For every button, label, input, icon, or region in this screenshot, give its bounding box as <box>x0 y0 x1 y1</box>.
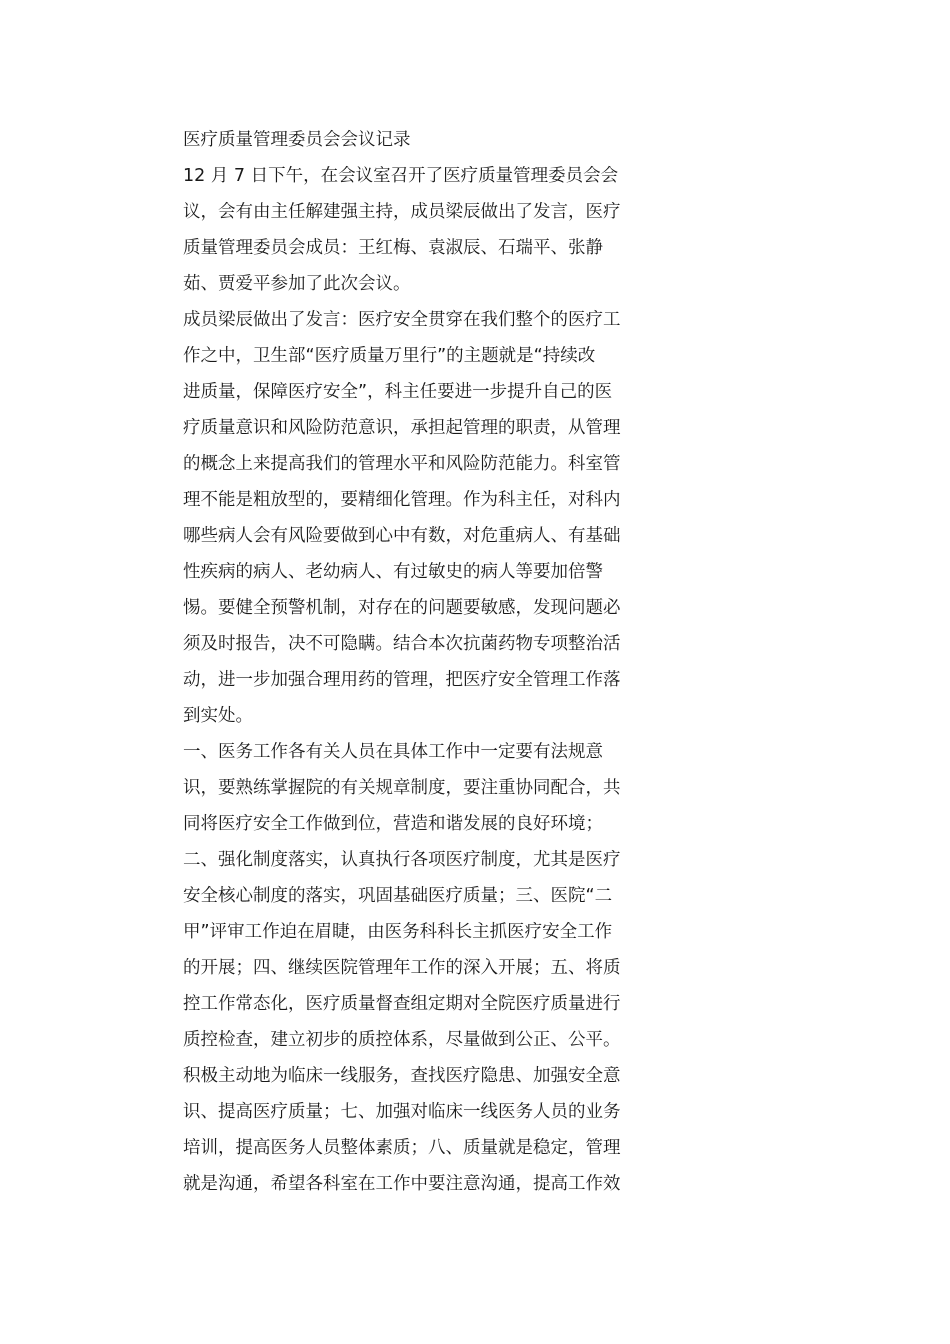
paragraph-items-two-onward <box>183 842 663 1202</box>
text-line: 同将医疗安全工作做到位，营造和谐发展的良好环境； <box>183 814 603 834</box>
text-line: 须及时报告，决不可隐瞒。结合本次抗菌药物专项整治活 <box>183 634 621 654</box>
paragraph-meeting-info <box>183 158 663 302</box>
text-line: 进质量，保障医疗安全”，科主任要进一步提升自己的医 <box>183 382 613 402</box>
paragraph-item-one <box>183 734 663 842</box>
text-line: 惕。要健全预警机制，对存在的问题要敏感，发现问题必 <box>183 598 621 618</box>
text-line: 哪些病人会有风险要做到心中有数，对危重病人、有基础 <box>183 526 621 546</box>
text-line: 安全核心制度的落实，巩固基础医疗质量；三、医院“二 <box>183 886 613 906</box>
text-line: 到实处。 <box>183 706 253 726</box>
document-body <box>183 122 663 1202</box>
text-line: 性疾病的病人、老幼病人、有过敏史的病人等要加倍警 <box>183 562 603 582</box>
text-line: 一、医务工作各有关人员在具体工作中一定要有法规意 <box>183 742 603 762</box>
paragraph-speech <box>183 302 663 734</box>
text-line: 积极主动地为临床一线服务，查找医疗隐患、加强安全意 <box>183 1066 621 1086</box>
text-line: 动，进一步加强合理用药的管理，把医疗安全管理工作落 <box>183 670 621 690</box>
text-line: 的开展；四、继续医院管理年工作的深入开展；五、将质 <box>183 958 621 978</box>
text-line: 二、强化制度落实，认真执行各项医疗制度，尤其是医疗 <box>183 850 621 870</box>
text-line: 茹、贾爱平参加了此次会议。 <box>183 274 411 294</box>
text-line: 理不能是粗放型的，要精细化管理。作为科主任，对科内 <box>183 490 621 510</box>
text-line: 甲”评审工作迫在眉睫，由医务科科长主抓医疗安全工作 <box>183 922 613 942</box>
text-line: 培训，提高医务人员整体素质；八、质量就是稳定，管理 <box>183 1138 621 1158</box>
text-line: 质控检查，建立初步的质控体系，尽量做到公正、公平。 <box>183 1030 621 1050</box>
text-line: 疗质量意识和风险防范意识，承担起管理的职责，从管理 <box>183 418 621 438</box>
text-line: 议，会有由主任解建强主持，成员梁辰做出了发言，医疗 <box>183 202 621 222</box>
text-line: 12 月 7 日下午，在会议室召开了医疗质量管理委员会会 <box>183 166 619 186</box>
text-line: 识、提高医疗质量；七、加强对临床一线医务人员的业务 <box>183 1102 621 1122</box>
text-line: 作之中，卫生部“医疗质量万里行”的主题就是“持续改 <box>183 346 596 366</box>
text-line: 的概念上来提高我们的管理水平和风险防范能力。科室管 <box>183 454 621 474</box>
text-line: 识，要熟练掌握院的有关规章制度，要注重协同配合，共 <box>183 778 621 798</box>
text-line: 质量管理委员会成员：王红梅、袁淑辰、石瑞平、张静 <box>183 238 603 258</box>
document-title: 医疗质量管理委员会会议记录 <box>183 130 411 150</box>
text-line: 控工作常态化，医疗质量督查组定期对全院医疗质量进行 <box>183 994 621 1014</box>
text-line: 成员梁辰做出了发言：医疗安全贯穿在我们整个的医疗工 <box>183 310 621 330</box>
text-line: 就是沟通，希望各科室在工作中要注意沟通，提高工作效 <box>183 1174 621 1194</box>
